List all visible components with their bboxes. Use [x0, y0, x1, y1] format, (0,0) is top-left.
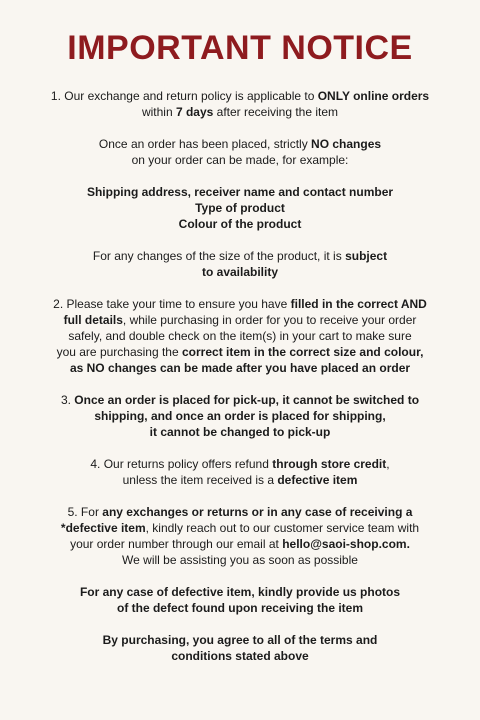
paragraph-1: 1. Our exchange and return policy is applicable to ONLY online orders within 7 days after receiving the item — [50, 89, 430, 119]
change-examples-list — [40, 184, 440, 232]
paragraph-4: 3. Once an order is placed for pick-up, it cannot be switched to shipping, and once an order is placed for shipping, it cannot be changed to pick-up — [60, 393, 420, 439]
email-address: hello@saoi-shop.com. — [282, 537, 410, 551]
example-item: Colour of the product — [178, 217, 302, 231]
notice-body — [0, 88, 480, 664]
paragraph-size-changes: For any changes of the size of the product, it is subject to availability — [92, 249, 388, 279]
paragraph-5: 4. Our returns policy offers refund through store credit, unless the item received is a defective item — [90, 457, 390, 487]
notice-title: IMPORTANT NOTICE — [67, 29, 413, 67]
paragraph-2: Once an order has been placed, strictly NO changes on your order can be made, for example: — [98, 137, 382, 167]
example-item: Type of product — [195, 201, 285, 215]
paragraph-6: 5. For any exchanges or returns or in any case of receiving a *defective item, kindly reach out to our customer service team with your order number through our email at hello@saoi-shop.com. We will be assisting you as soon as possible — [60, 505, 420, 567]
paragraph-agreement: By purchasing, you agree to all of the terms and conditions stated above — [102, 633, 378, 663]
paragraph-defect-photos: For any case of defective item, kindly provide us photos of the defect found upon receiving the item — [79, 585, 401, 615]
paragraph-3: 2. Please take your time to ensure you have filled in the correct AND full details, while purchasing in order for you to receive your order safely, and double check on the item(s) in your cart to make sure you are purchasing the correct item in the correct size and colour, as NO changes can be made after you have placed an order — [53, 297, 427, 375]
example-item: Shipping address, receiver name and contact number — [86, 185, 394, 199]
